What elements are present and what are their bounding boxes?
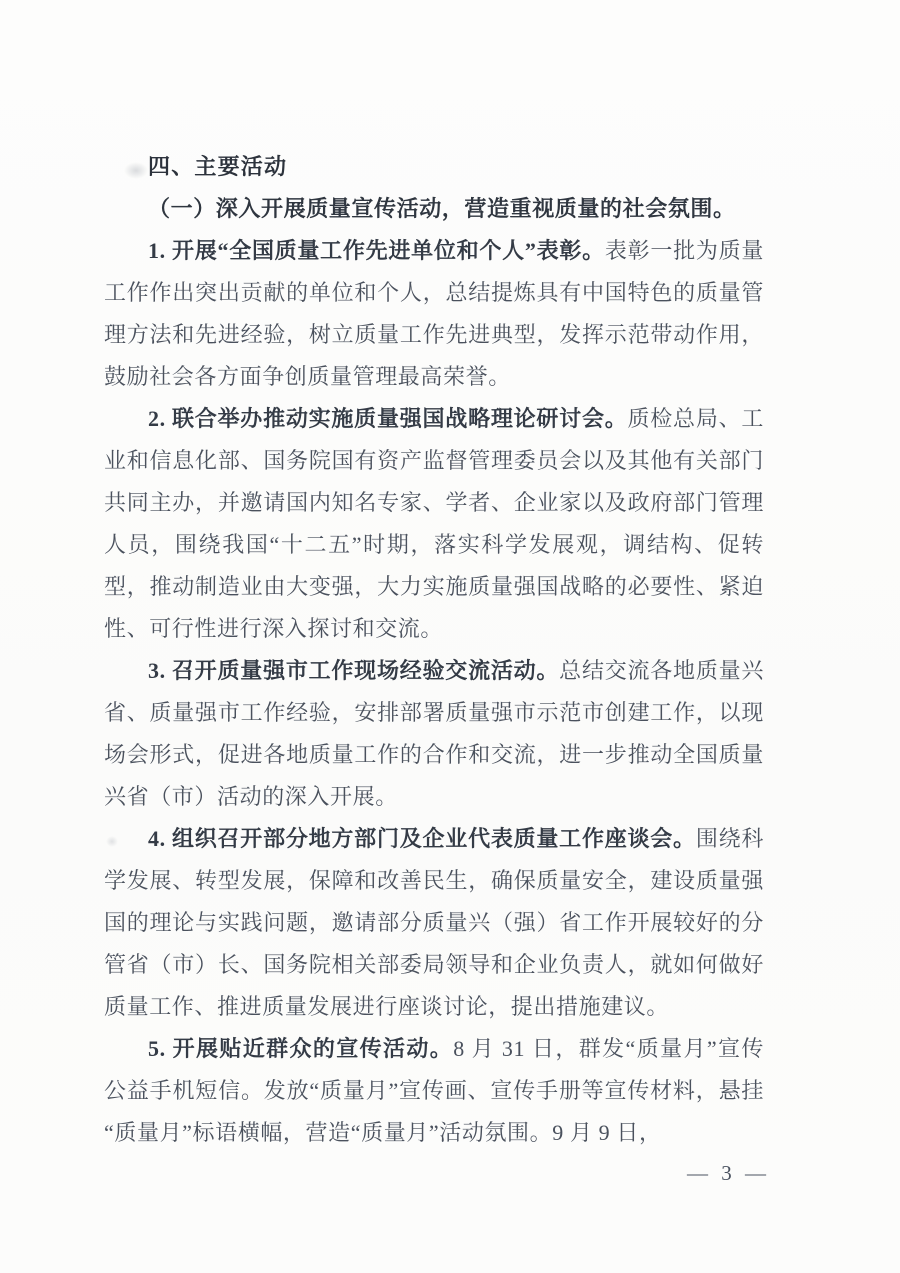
paragraph-5	[104, 1028, 764, 1154]
paragraph-4-lead-sentence: 4. 组织召开部分地方部门及企业代表质量工作座谈会。	[148, 826, 696, 851]
paragraph-5-body-text: 8 月 31 日，群发“质量月”宣传公益手机短信。发放“质量月”宣传画、宣传手册等宣传材料，悬挂“质量月”标语横幅，营造“质量月”活动氛围。9 月 9 日，	[104, 1036, 764, 1145]
paragraph-5-lead-sentence: 5. 开展贴近群众的宣传活动。	[148, 1036, 454, 1061]
paragraph-3	[104, 650, 764, 818]
paragraph-1-body-text: 表彰一批为质量工作作出突出贡献的单位和个人，总结提炼具有中国特色的质量管理方法和先进经验，树立质量工作先进典型，发挥示范带动作用，鼓励社会各方面争创质量管理最高荣誉。	[104, 238, 764, 389]
section-heading: 四、主要活动	[148, 154, 288, 179]
document-body	[104, 146, 764, 1154]
paragraph-3-lead-sentence: 3. 召开质量强市工作现场经验交流活动。	[148, 658, 560, 683]
subsection-heading: （一）深入开展质量宣传活动，营造重视质量的社会氛围。	[148, 196, 736, 221]
paragraph-list	[104, 230, 764, 1154]
paragraph-3-body-text: 总结交流各地质量兴省、质量强市工作经验，安排部署质量强市示范市创建工作，以现场会形式，促进各地质量工作的合作和交流，进一步推动全国质量兴省（市）活动的深入开展。	[104, 658, 764, 809]
paragraph-2-body-text: 质检总局、工业和信息化部、国务院国有资产监督管理委员会以及其他有关部门共同主办，并邀请国内知名专家、学者、企业家以及政府部门管理人员，围绕我国“十二五”时期，落实科学发展观，调结构、促转型，推动制造业由大变强，大力实施质量强国战略的必要性、紧迫性、可行性进行深入探讨和交流。	[104, 406, 764, 641]
paragraph-1	[104, 230, 764, 398]
paragraph-2-lead-sentence: 2. 联合举办推动实施质量强国战略理论研讨会。	[148, 406, 628, 431]
paragraph-1-lead-sentence: 1. 开展“全国质量工作先进单位和个人”表彰。	[148, 238, 605, 263]
paragraph-2	[104, 398, 764, 650]
paragraph-4-body-text: 围绕科学发展、转型发展，保障和改善民生，确保质量安全，建设质量强国的理论与实践问题，邀请部分质量兴（强）省工作开展较好的分管省（市）长、国务院相关部委局领导和企业负责人，就如何做好质量工作、推进质量发展进行座谈讨论，提出措施建议。	[104, 826, 764, 1019]
paragraph-4	[104, 818, 764, 1028]
page-number: — 3 —	[687, 1161, 770, 1185]
